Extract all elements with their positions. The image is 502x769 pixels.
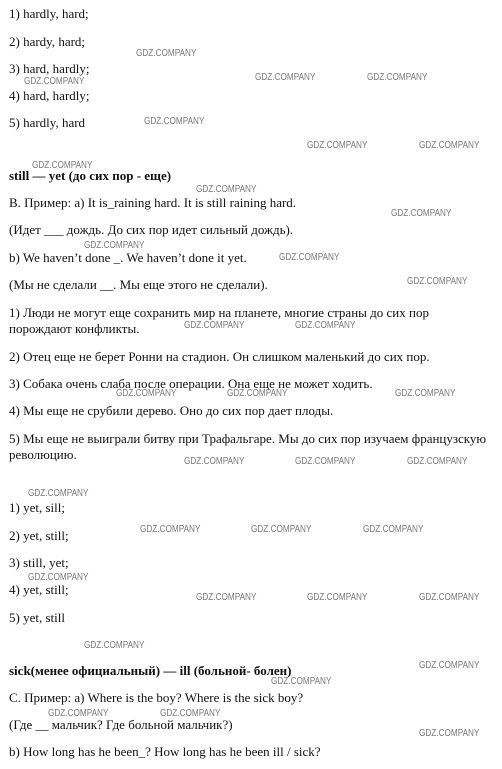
watermark: GDZ.COMPANY xyxy=(307,592,368,603)
watermark: GDZ.COMPANY xyxy=(136,48,197,59)
watermark: GDZ.COMPANY xyxy=(160,708,221,719)
watermark: GDZ.COMPANY xyxy=(419,728,480,739)
answer-a-2: 2) hardy, hard; xyxy=(9,34,86,49)
watermark: GDZ.COMPANY xyxy=(196,184,257,195)
watermark: GDZ.COMPANY xyxy=(144,116,205,127)
watermark: GDZ.COMPANY xyxy=(363,524,424,535)
watermark: GDZ.COMPANY xyxy=(295,456,356,467)
section-b-example-en-2: b) We haven’t done _. We haven’t done it yet. xyxy=(9,250,247,265)
watermark: GDZ.COMPANY xyxy=(84,640,145,651)
watermark: GDZ.COMPANY xyxy=(116,388,177,399)
section-b-example-ru-1: (Идет ___ дождь. До сих пор идет сильный дождь). xyxy=(9,222,294,237)
section-b-task-5: 5) Мы еще не выиграли битву при Трафальгаре. Мы до сих пор изучаем французскую революцию. xyxy=(9,431,487,462)
watermark: GDZ.COMPANY xyxy=(407,276,468,287)
answer-b-2: 2) yet, still; xyxy=(9,528,69,543)
watermark: GDZ.COMPANY xyxy=(48,708,109,719)
watermark: GDZ.COMPANY xyxy=(295,320,356,331)
watermark: GDZ.COMPANY xyxy=(419,140,480,151)
watermark: GDZ.COMPANY xyxy=(419,660,480,671)
answer-a-4: 4) hard, hardly; xyxy=(9,88,90,103)
watermark: GDZ.COMPANY xyxy=(28,488,89,499)
answer-a-1: 1) hardly, hard; xyxy=(9,6,89,21)
section-b-task-4: 4) Мы еще не срубили дерево. Оно до сих пор дает плоды. xyxy=(9,403,334,418)
section-b-task-3: 3) Собака очень слаба после операции. Она еще не может ходить. xyxy=(9,376,373,391)
section-c-heading: sick(менее официальный) — ill (больной- болен) xyxy=(9,663,292,678)
watermark: GDZ.COMPANY xyxy=(32,160,93,171)
watermark: GDZ.COMPANY xyxy=(391,208,452,219)
section-c-example-en-2: b) How long has he been_? How long has he been ill / sick? xyxy=(9,744,321,759)
watermark: GDZ.COMPANY xyxy=(196,592,257,603)
answer-a-5: 5) hardly, hard xyxy=(9,115,86,130)
watermark: GDZ.COMPANY xyxy=(227,388,288,399)
watermark: GDZ.COMPANY xyxy=(184,456,245,467)
answer-b-5: 5) yet, still xyxy=(9,610,65,625)
watermark: GDZ.COMPANY xyxy=(367,72,428,83)
section-b-task-2: 2) Отец еще не берет Ронни на стадион. Он слишком маленький до сих пор. xyxy=(9,349,430,364)
watermark: GDZ.COMPANY xyxy=(279,252,340,263)
answer-b-1: 1) yet, sill; xyxy=(9,500,65,515)
section-b-example-ru-2: (Мы не сделали __. Мы еще этого не сделали). xyxy=(9,277,268,292)
watermark: GDZ.COMPANY xyxy=(251,524,312,535)
section-b-example-en-1: B. Пример: a) It is_raining hard. It is still raining hard. xyxy=(9,195,297,210)
watermark: GDZ.COMPANY xyxy=(255,72,316,83)
watermark: GDZ.COMPANY xyxy=(184,320,245,331)
section-b-task-1: 1) Люди не могут еще сохранить мир на планете, многие страны до сих пор порождают конфликты. xyxy=(9,305,429,336)
answer-b-3: 3) still, yet; xyxy=(9,555,69,570)
section-c-example-en-1: C. Пример: a) Where is the boy? Where is the sick boy? xyxy=(9,690,304,705)
section-c-example-ru-1: (Где __ мальчик? Где больной мальчик?) xyxy=(9,717,233,732)
watermark: GDZ.COMPANY xyxy=(271,676,332,687)
watermark: GDZ.COMPANY xyxy=(407,456,468,467)
watermark: GDZ.COMPANY xyxy=(307,140,368,151)
watermark: GDZ.COMPANY xyxy=(419,592,480,603)
watermark: GDZ.COMPANY xyxy=(395,388,456,399)
watermark: GDZ.COMPANY xyxy=(84,240,145,251)
answer-a-3: 3) hard, hardly; xyxy=(9,61,90,76)
watermark: GDZ.COMPANY xyxy=(28,572,89,583)
answer-b-4: 4) yet, still; xyxy=(9,582,69,597)
watermark: GDZ.COMPANY xyxy=(24,76,85,87)
watermark: GDZ.COMPANY xyxy=(140,524,201,535)
section-b-heading: still — yet (до сих пор - еще) xyxy=(9,168,172,183)
